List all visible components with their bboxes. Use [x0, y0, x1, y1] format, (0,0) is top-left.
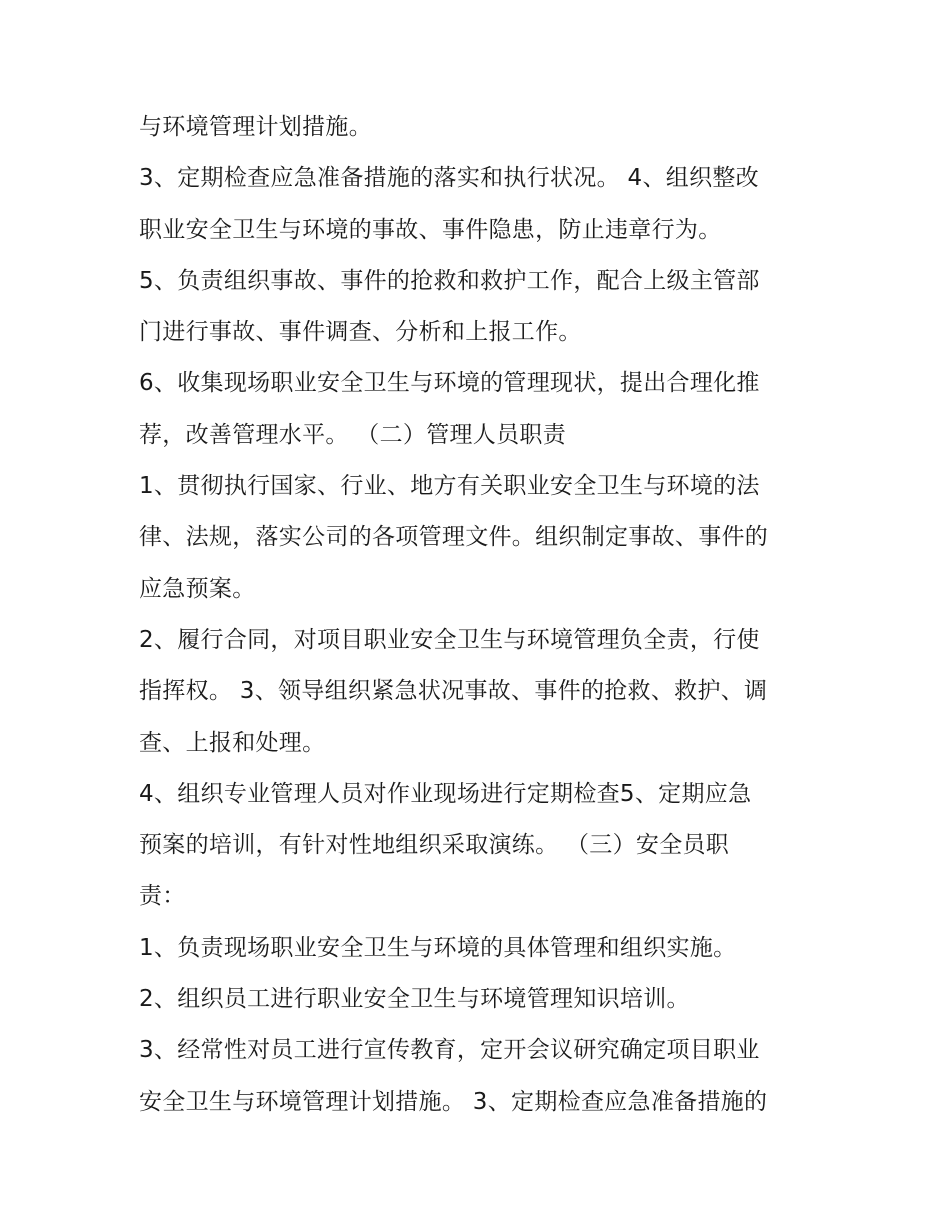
text-line: 应急预案。 [139, 575, 256, 602]
text-line: 责： [139, 883, 186, 910]
text-line: 3、经常性对员工进行宣传教育，定开会议研究确定项目职业 [139, 1037, 760, 1064]
text-line: 预案的培训，有针对性地组织采取演练。 （三）安全员职 [139, 832, 730, 859]
text-line: 1、贯彻执行国家、行业、地方有关职业安全卫生与环境的法 [139, 473, 760, 500]
text-line: 荐，改善管理水平。 （二）管理人员职责 [139, 421, 567, 448]
text-line: 与环境管理计划措施。 [139, 114, 372, 140]
text-line: 职业安全卫生与环境的事故、事件隐患，防止违章行为。 [139, 216, 722, 243]
text-line: 1、负责现场职业安全卫生与环境的具体管理和组织实施。 [139, 934, 737, 961]
text-line: 5、负责组织事故、事件的抢救和救护工作，配合上级主管部 [139, 267, 760, 294]
text-line: 安全卫生与环境管理计划措施。 3、定期检查应急准备措施的 [139, 1088, 768, 1115]
text-line: 4、组织专业管理人员对作业现场进行定期检查5、定期应急 [139, 780, 752, 807]
text-line: 查、上报和处理。 [139, 729, 326, 756]
text-line: 门进行事故、事件调查、分析和上报工作。 [139, 319, 582, 346]
text-line: 6、收集现场职业安全卫生与环境的管理现状，提出合理化推 [139, 370, 760, 397]
text-line: 指挥权。 3、领导组织紧急状况事故、事件的抢救、救护、调 [139, 678, 768, 705]
text-line: 2、履行合同，对项目职业安全卫生与环境管理负全责，行使 [139, 626, 760, 653]
text-line: 3、定期检查应急准备措施的落实和执行状况。 4、组织整改 [139, 165, 759, 192]
document-body [139, 102, 819, 1128]
text-line: 律、法规，落实公司的各项管理文件。组织制定事故、事件的 [139, 524, 769, 551]
text-line: 2、组织员工进行职业安全卫生与环境管理知识培训。 [139, 986, 690, 1013]
